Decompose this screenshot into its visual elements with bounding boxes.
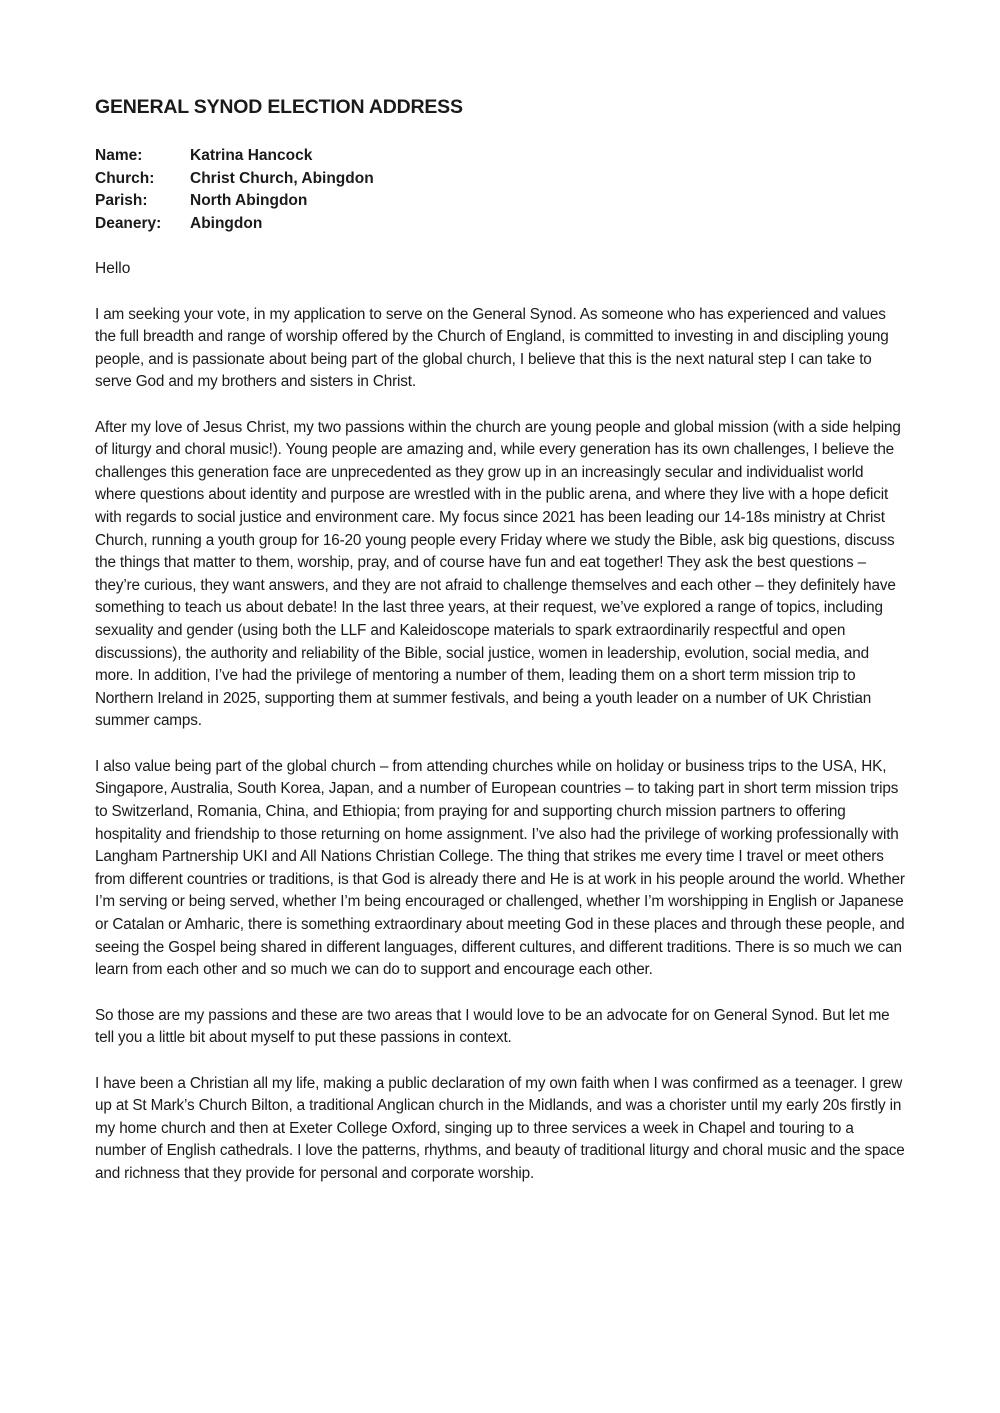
detail-value: Abingdon	[190, 214, 263, 232]
body-paragraph: I am seeking your vote, in my application to serve on the General Synod. As someone who has experienced and values the full breadth and range of worship offered by the Church of England, is committed to investing in and discipling young people, and is passionate about being part of the global church, I believe that this is the next natural step I can take to serve God and my brothers and sisters in Christ.	[95, 305, 889, 391]
detail-value: Katrina Hancock	[190, 147, 313, 164]
detail-value: North Abingdon	[190, 192, 308, 209]
detail-value: Christ Church, Abingdon	[190, 169, 374, 187]
detail-row-deanery	[95, 213, 905, 236]
detail-row-church	[95, 168, 905, 191]
body-paragraph: I have been a Christian all my life, making a public declaration of my own faith when I was confirmed as a teenager. I grew up at St Mark’s Church Bilton, a traditional Anglican church in the Midlands, and was a chorister until my early 20s firstly in my home church and then at Exeter College Oxford, singing up to three services a week in Chapel and touring to a number of English cathedrals. I love the patterns, rhythms, and beauty of traditional liturgy and choral music and the space and richness that they provide for personal and corporate worship.	[95, 1074, 905, 1182]
detail-row-parish	[95, 190, 905, 213]
detail-label: Church:	[95, 169, 155, 187]
body-paragraph: After my love of Jesus Christ, my two passions within the church are young people and global mission (with a side helping of liturgy and choral music!). Young people are amazing and, while every generation has its own challenges, I believe the challenges this generation face are unprecedented as they grow up in an increasingly secular and individualist world where questions about identity and purpose are wrestled with in the public arena, and where they live with a hope deficit with regards to social justice and environment care. My focus since 2021 has been leading our 14-18s ministry at Christ Church, running a youth group for 16-20 young people every Friday where we study the Bible, ask big questions, discuss the things that matter to them, worship, pray, and of course have fun and eat together! They ask the best questions – they’re curious, they want answers, and they are not afraid to challenge themselves and each other – they definitely have something to teach us about debate! In the last three years, at their request, we’ve explored a range of topics, including sexuality and gender (using both the LLF and Kaleidoscope materials to spark extraordinarily respectful and open discussions), the authority and reliability of the Bible, social justice, women in leadership, evolution, social media, and more. In addition, I’ve had the privilege of mentoring a number of them, leading them on a short term mission trip to Northern Ireland in 2025, supporting them at summer festivals, and being a youth leader on a number of UK Christian summer camps.	[95, 418, 901, 730]
detail-label: Parish:	[95, 192, 148, 209]
detail-label: Deanery:	[95, 214, 162, 232]
document-page	[95, 96, 905, 1208]
body-paragraph: I also value being part of the global church – from attending churches while on holiday or business trips to the USA, HK, Singapore, Australia, South Korea, Japan, and a number of European countries – to taking part in short term mission trips to Switzerland, Romania, China, and Ethiopia; from praying for and supporting church mission partners to offering hospitality and friendship to those returning on home assignment. I’ve also had the privilege of working professionally with Langham Partnership UKI and All Nations Christian College. The thing that strikes me every time I travel or meet others from different countries or traditions, is that God is already there and He is at work in his people around the world. Whether I’m serving or being served, whether I’m being encouraged or challenged, whether I’m worshipping in English or Japanese or Catalan or Amharic, there is something extraordinary about meeting God in these places and through these people, and seeing the Gospel being shared in different languages, different cultures, and different traditions. There is so much we can learn from each other and so much we can do to support and encourage each other.	[95, 757, 905, 979]
candidate-details	[95, 145, 905, 235]
document-title: GENERAL SYNOD ELECTION ADDRESS	[95, 96, 463, 118]
body-paragraph: So those are my passions and these are two areas that I would love to be an advocate for on General Synod. But let me tell you a little bit about myself to put these passions in context.	[95, 1006, 890, 1047]
greeting: Hello	[95, 260, 131, 277]
detail-label: Name:	[95, 147, 143, 164]
detail-row-name	[95, 145, 905, 168]
